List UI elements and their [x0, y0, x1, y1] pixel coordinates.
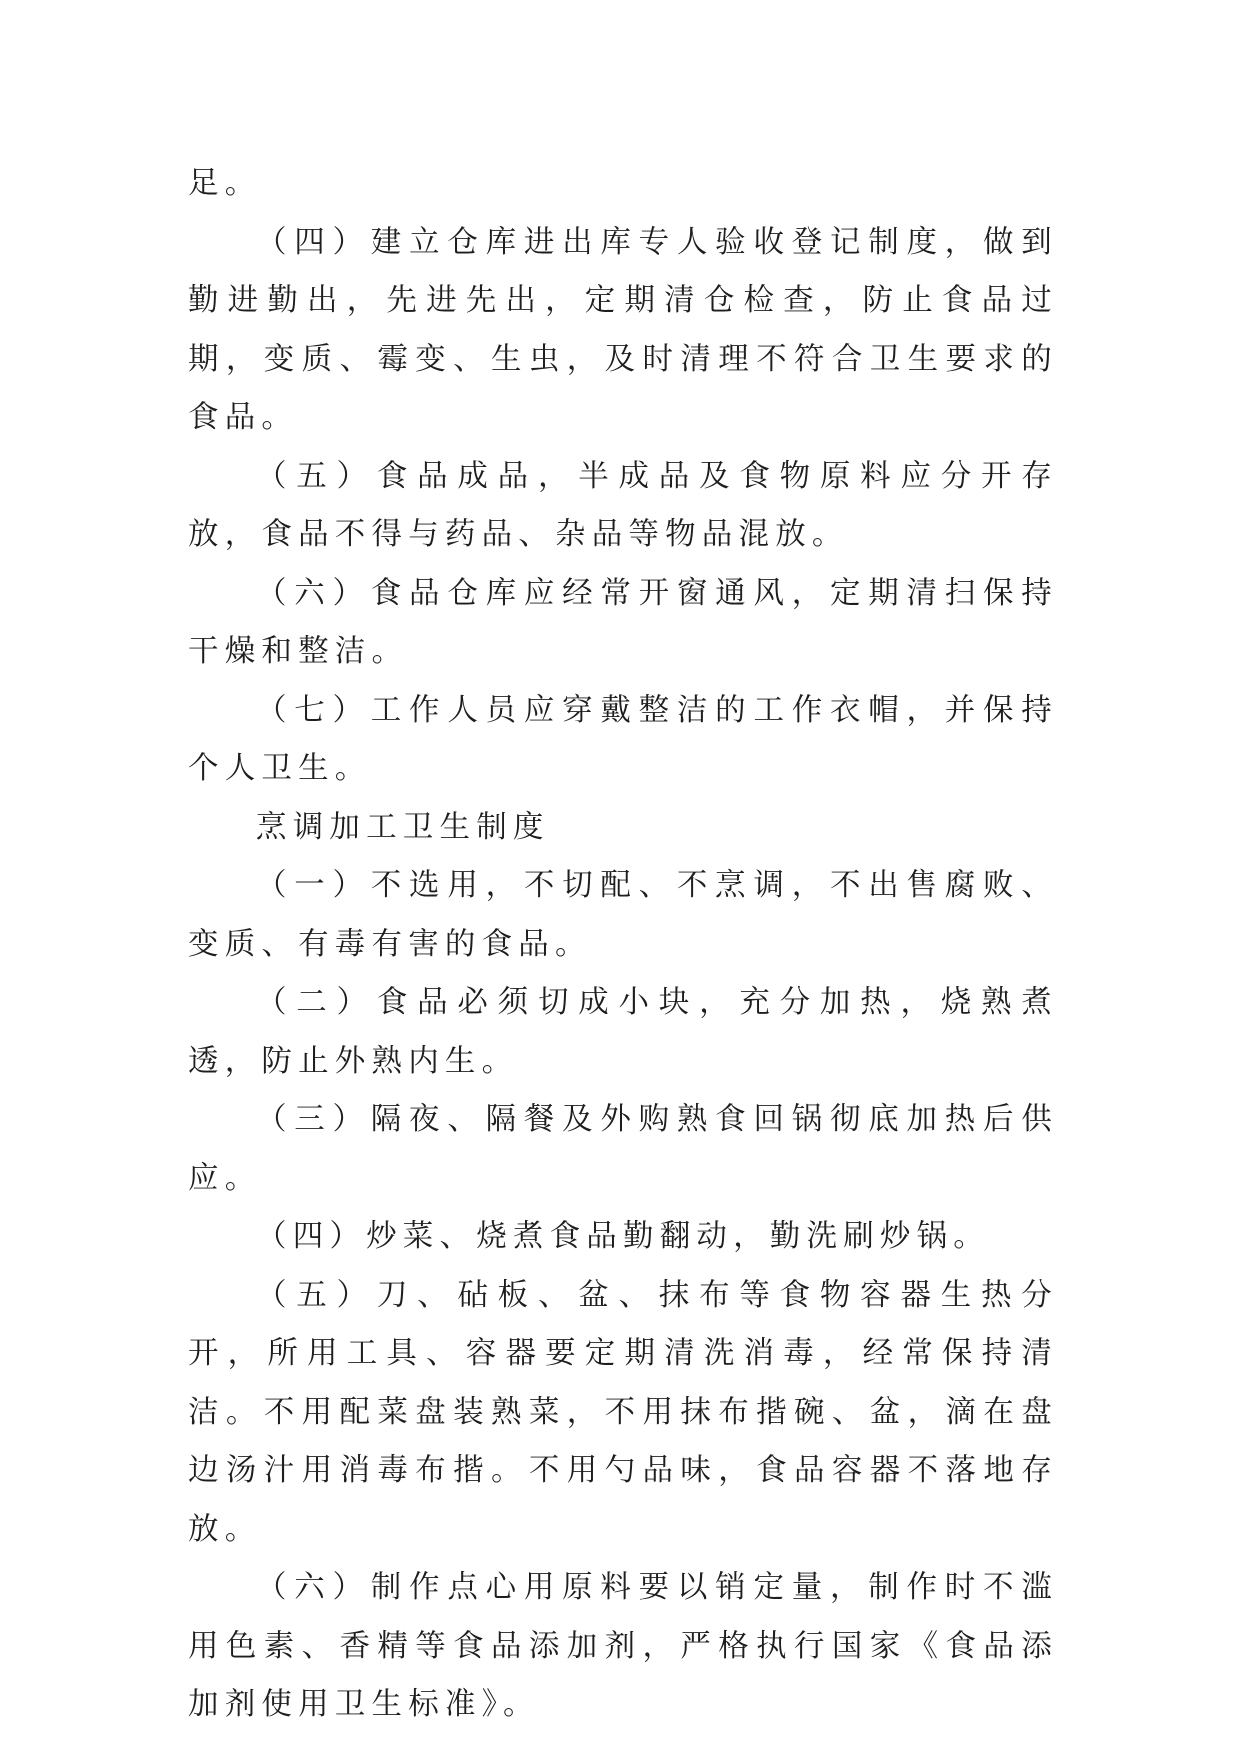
paragraph-warehouse-item-7: （七）工作人员应穿戴整洁的工作衣帽，并保持个人卫生。 — [188, 692, 1058, 786]
paragraph-cooking-item-3: （三）隔夜、隔餐及外购熟食回锅彻底加热后供应。 — [188, 1102, 1058, 1196]
paragraph-cooking-item-2: （二）食品必须切成小块，充分加热，烧熟煮透，防止外熟内生。 — [188, 985, 1058, 1079]
paragraph-cooking-item-4: （四）炒菜、烧煮食品勤翻动，勤洗刷炒锅。 — [256, 1219, 990, 1254]
paragraph-warehouse-item-4: （四）建立仓库进出库专人验收登记制度，做到勤进勤出，先进先出，定期清仓检查，防止食品过期，变质、霉变、生虫，及时清理不符合卫生要求的食品。 — [188, 224, 1058, 435]
paragraph-cooking-item-5: （五）刀、砧板、盆、抹布等食物容器生热分开，所用工具、容器要定期清洗消毒，经常保持清洁。不用配菜盘装熟菜，不用抹布揩碗、盆，滴在盘边汤汁用消毒布揩。不用勺品味，食品容器不落地存放。 — [188, 1277, 1058, 1547]
paragraph-warehouse-item-6: （六）食品仓库应经常开窗通风，定期清扫保持干燥和整洁。 — [188, 575, 1058, 669]
paragraph-warehouse-item-5: （五）食品成品，半成品及食物原料应分开存放，食品不得与药品、杂品等物品混放。 — [188, 458, 1058, 552]
paragraph-continuation: 足。 — [188, 166, 262, 201]
paragraph-cooking-item-6: （六）制作点心用原料要以销定量，制作时不滥用色素、香精等食品添加剂，严格执行国家《食品添加剂使用卫生标准》。 — [188, 1570, 1058, 1722]
paragraph-cooking-item-1: （一）不选用，不切配、不烹调，不出售腐败、变质、有毒有害的食品。 — [188, 868, 1058, 962]
section-heading: 烹调加工卫生制度 — [256, 809, 550, 845]
document-body — [188, 155, 1058, 1735]
